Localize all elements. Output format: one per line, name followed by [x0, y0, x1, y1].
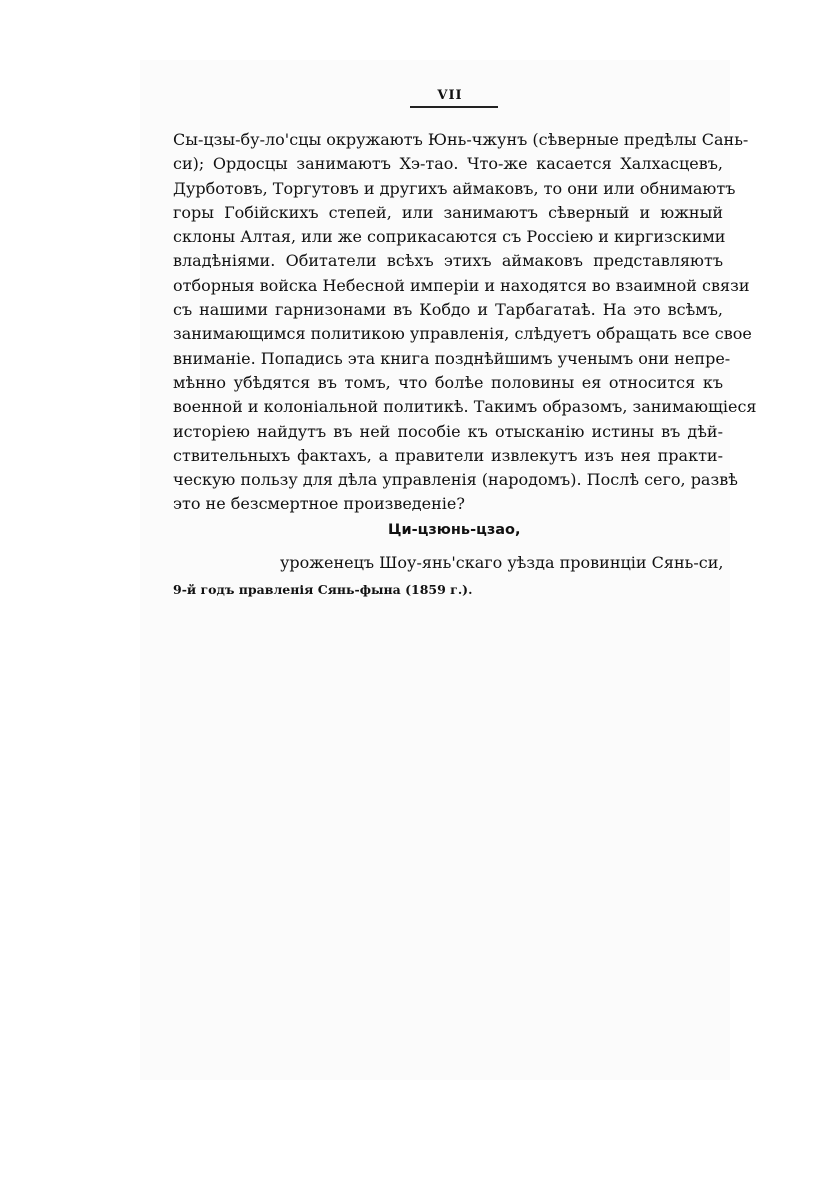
text-line: вниманіе. Попадись эта книга позднѣйшимъ ученымъ они непре-: [173, 348, 731, 368]
body-paragraph: [173, 128, 757, 517]
text-line: отборныя войска Небесной имперіи и находятся во взаимной связи: [173, 275, 750, 295]
page-number: VII: [437, 88, 463, 103]
text-line: мѣнно убѣдятся въ томъ, что болѣе половины ея относится къ: [173, 372, 723, 392]
author-name: Ци-цзюнь-цзао,: [388, 522, 521, 538]
text-line: ческую пользу для дѣла управленія (народомъ). Послѣ сего, развѣ: [173, 470, 738, 490]
text-line: занимающимся политикою управленія, слѣдуетъ обращать все свое: [173, 324, 752, 344]
text-line: си); Ордосцы занимаютъ Хэ-тао. Что-же касается Халхасцевъ,: [173, 154, 723, 174]
text-line: исторіею найдутъ въ ней пособіе къ отысканію истины въ дѣй-: [173, 421, 723, 441]
text-line: это не безсмертное произведеніе?: [173, 494, 465, 514]
text-line: военной и колоніальной политикѣ. Такимъ образомъ, занимающіеся: [173, 397, 757, 417]
text-line: Дурботовъ, Торгутовъ и другихъ аймаковъ, то они или обнимаютъ: [173, 178, 736, 198]
text-line: ствительныхъ фактахъ, а правители извлекутъ изъ нея практи-: [173, 445, 723, 465]
text-line: склоны Алтая, или же соприкасаются съ Россіею и киргизскими: [173, 227, 726, 247]
text-line: съ нашими гарнизонами въ Кобдо и Тарбагатаѣ. На это всѣмъ,: [173, 300, 723, 320]
header-rule: [410, 106, 498, 108]
signature-date: 9-й годъ правленія Сянь-фына (1859 г.).: [173, 582, 473, 597]
text-line: горы Гобійскихъ степей, или занимаютъ сѣверный и южный: [173, 202, 723, 222]
text-line: владѣніями. Обитатели всѣхъ этихъ аймаковъ представляютъ: [173, 251, 723, 271]
author-origin: уроженецъ Шоу-янь'скаго уѣзда провинціи Сянь-си,: [280, 553, 724, 572]
text-line: Сы-цзы-бу-ло'сцы окружаютъ Юнь-чжунъ (сѣверные предѣлы Сань-: [173, 130, 749, 149]
